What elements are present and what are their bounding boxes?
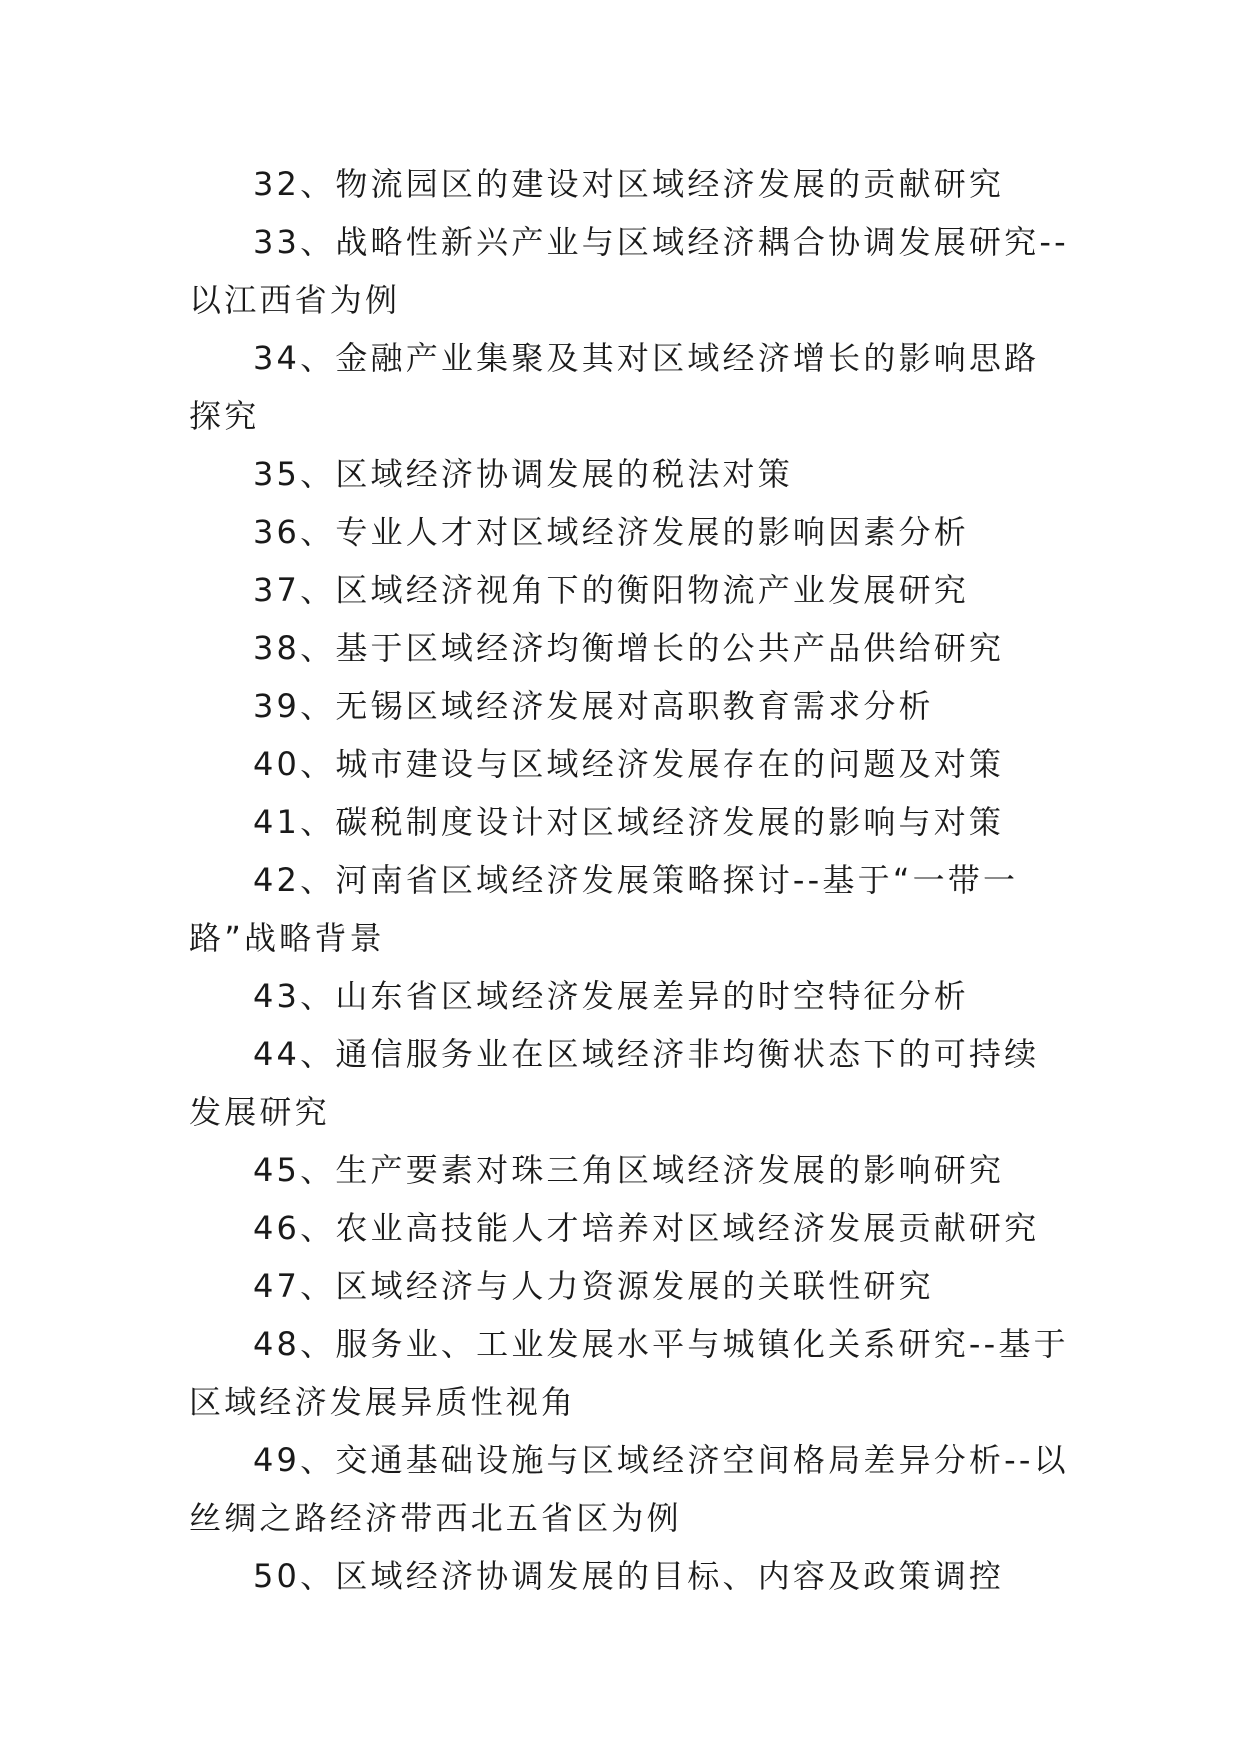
list-item: 38、基于区域经济均衡增长的公共产品供给研究 bbox=[253, 629, 1005, 667]
list-item: 45、生产要素对珠三角区域经济发展的影响研究 bbox=[253, 1151, 1005, 1189]
list-item: 44、通信服务业在区域经济非均衡状态下的可持续发展研究 bbox=[189, 1035, 1040, 1131]
list-item: 40、城市建设与区域经济发展存在的问题及对策 bbox=[253, 745, 1005, 783]
list-item: 35、区域经济协调发展的税法对策 bbox=[253, 455, 793, 493]
list-item: 47、区域经济与人力资源发展的关联性研究 bbox=[253, 1267, 934, 1305]
list-item: 43、山东省区域经济发展差异的时空特征分析 bbox=[253, 977, 969, 1015]
list-item: 50、区域经济协调发展的目标、内容及政策调控 bbox=[253, 1557, 1005, 1595]
list-item: 49、交通基础设施与区域经济空间格局差异分析--以丝绸之路经济带西北五省区为例 bbox=[189, 1441, 1069, 1537]
list-item: 36、专业人才对区域经济发展的影响因素分析 bbox=[253, 513, 969, 551]
list-item: 48、服务业、工业发展水平与城镇化关系研究--基于区域经济发展异质性视角 bbox=[189, 1325, 1069, 1421]
list-item: 46、农业高技能人才培养对区域经济发展贡献研究 bbox=[253, 1209, 1040, 1247]
list-item: 34、金融产业集聚及其对区域经济增长的影响思路探究 bbox=[189, 339, 1040, 435]
list-item: 32、物流园区的建设对区域经济发展的贡献研究 bbox=[253, 165, 1005, 203]
list-item: 42、河南省区域经济发展策略探讨--基于“一带一路”战略背景 bbox=[189, 861, 1019, 957]
list-item: 41、碳税制度设计对区域经济发展的影响与对策 bbox=[253, 803, 1005, 841]
list-item: 33、战略性新兴产业与区域经济耦合协调发展研究--以江西省为例 bbox=[189, 223, 1069, 319]
topic-list bbox=[189, 155, 1069, 1605]
list-item: 39、无锡区域经济发展对高职教育需求分析 bbox=[253, 687, 934, 725]
list-item: 37、区域经济视角下的衡阳物流产业发展研究 bbox=[253, 571, 969, 609]
